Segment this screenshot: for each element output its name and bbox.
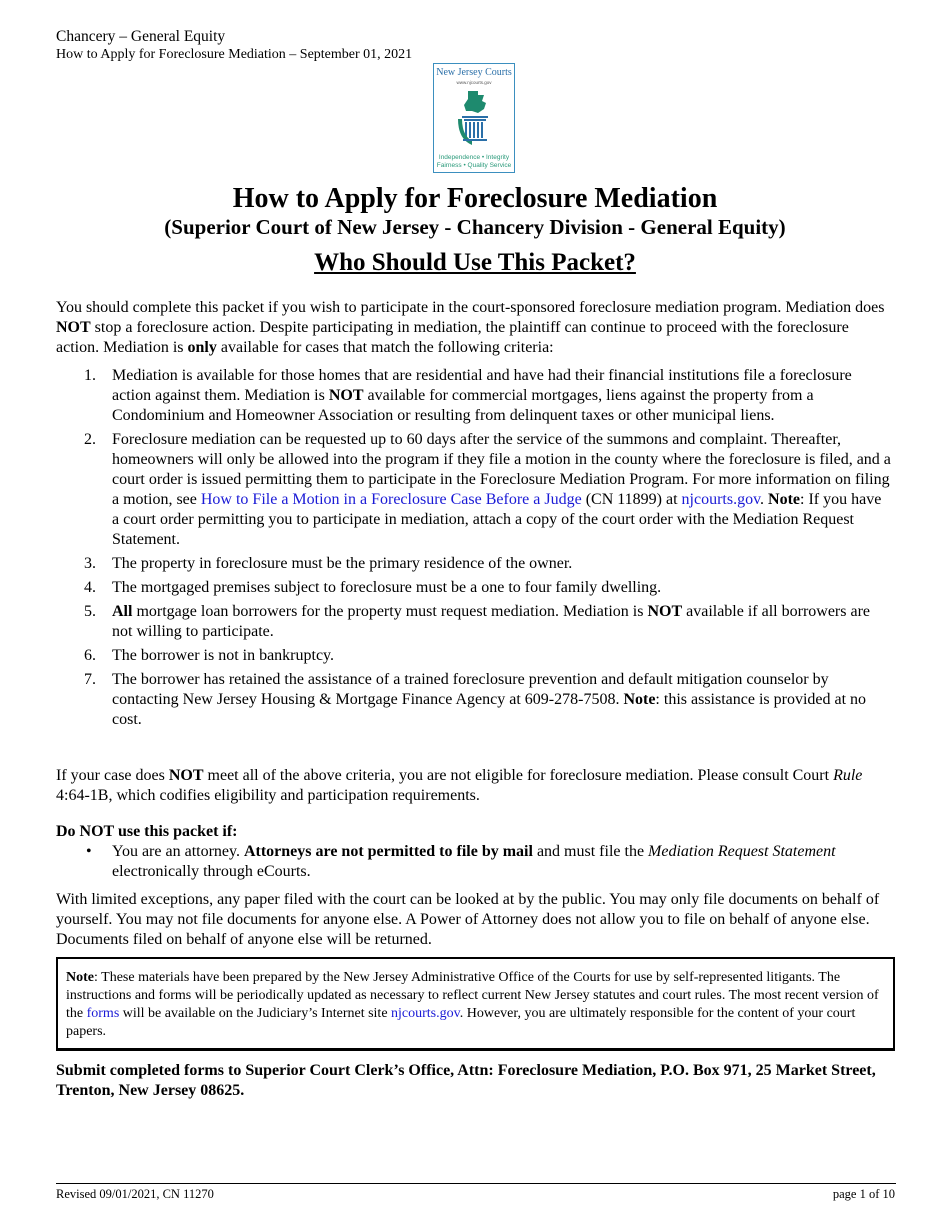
- page-title: How to Apply for Foreclosure Mediation: [232, 183, 718, 214]
- intro-bold-not: NOT: [56, 319, 91, 336]
- nj-state-column-icon: [454, 89, 496, 151]
- do-not-text: You are an attorney.: [112, 843, 244, 860]
- note-box: [56, 957, 895, 1051]
- page-subtitle: (Superior Court of New Jersey - Chancery Division - General Equity): [164, 215, 786, 239]
- note-box-label: Note: [66, 970, 94, 985]
- criteria-item-7: [56, 670, 892, 730]
- do-not-bold: Attorneys are not permitted to file by mail: [243, 843, 533, 860]
- note-box-text: . However, you are ultimately responsible for the content of your court papers.: [66, 1006, 856, 1039]
- do-not-text: and must file the: [532, 843, 649, 860]
- criteria-text: The borrower is not in bankruptcy.: [112, 647, 335, 664]
- do-not-section: [56, 822, 892, 882]
- logo-motto-line2: Fairness • Quality Service: [436, 162, 512, 169]
- list-number: 5.: [84, 603, 96, 620]
- logo-motto-line1: Independence • Integrity: [438, 154, 510, 161]
- list-number: 6.: [84, 647, 96, 664]
- footer-divider: [56, 1183, 896, 1184]
- section-heading: Who Should Use This Packet?: [314, 249, 636, 276]
- ineligible-text: If your case does: [56, 767, 169, 784]
- criteria-item-3: [56, 554, 892, 574]
- intro-bold-only: only: [187, 339, 217, 356]
- criteria-text: .: [760, 491, 769, 508]
- do-not-bullet-item: [56, 842, 892, 882]
- note-box-text: will be available on the Judiciary’s Internet site: [119, 1006, 392, 1021]
- do-not-text: electronically through eCourts.: [112, 863, 311, 880]
- note-box-text: : These materials have been prepared by the New Jersey Administrative Office of the Courts for use by self-represented litigants. The instructions and forms will be periodically updated as necessary to reflect current New Jersey statutes and court rules. The most recent version of the: [66, 970, 879, 1021]
- njcourts-link[interactable]: njcourts.gov: [681, 491, 761, 508]
- criteria-text: The property in foreclosure must be the primary residence of the owner.: [112, 555, 573, 572]
- do-not-heading: Do NOT use this packet if:: [56, 823, 238, 840]
- ineligible-paragraph: [56, 766, 892, 806]
- intro-text-3: available for cases that match the following criteria:: [216, 339, 554, 356]
- criteria-text: : this assistance is provided at no cost.: [112, 691, 867, 728]
- criteria-list: [56, 366, 892, 734]
- submit-instructions: Submit completed forms to Superior Court Clerk’s Office, Attn: Foreclosure Mediation, P.O. Box 971, 25 Market Street, Trenton, New Jersey 08625.: [56, 1062, 876, 1099]
- public-notice-text: With limited exceptions, any paper filed with the court can be looked at by the public. You may only file documents on behalf of yourself. You may not file documents for anyone else. A Power of Attorney does not allow you to file on behalf of anyone else. Documents filed on behalf of anyone else will be returned.: [56, 891, 880, 948]
- public-notice-paragraph: [56, 890, 892, 950]
- criteria-item-4: [56, 578, 892, 598]
- nj-courts-logo: [433, 63, 515, 173]
- ineligible-text: meet all of the above criteria, you are not eligible for foreclosure mediation. Please consult Court: [203, 767, 834, 784]
- criteria-text: The borrower has retained the assistance of a trained foreclosure prevention and default mitigation counselor by contacting New Jersey Housing & Mortgage Finance Agency at 609-278-7508.: [112, 671, 829, 708]
- list-number: 2.: [84, 431, 96, 448]
- logo-title: New Jersey Courts: [436, 67, 512, 78]
- criteria-bold: All: [112, 603, 133, 620]
- list-number: 1.: [84, 367, 96, 384]
- criteria-bold: NOT: [647, 603, 683, 620]
- criteria-item-5: [56, 602, 892, 642]
- list-number: 3.: [84, 555, 96, 572]
- criteria-text: (CN 11899) at: [581, 491, 682, 508]
- njcourts-link[interactable]: njcourts.gov: [391, 1006, 460, 1021]
- logo-motto: [434, 154, 514, 170]
- criteria-text: mortgage loan borrowers for the property must request mediation. Mediation is: [132, 603, 648, 620]
- footer-revision: Revised 09/01/2021, CN 11270: [56, 1187, 214, 1201]
- list-number: 7.: [84, 671, 96, 688]
- criteria-item-6: [56, 646, 892, 666]
- header-doc-title: How to Apply for Foreclosure Mediation – September 01, 2021: [56, 47, 413, 62]
- criteria-text: The mortgaged premises subject to foreclosure must be a one to four family dwelling.: [112, 579, 662, 596]
- running-header: [56, 28, 412, 63]
- note-label: Note: [623, 691, 656, 708]
- criteria-text: available if all borrowers are not willing to participate.: [112, 603, 871, 640]
- ineligible-bold: NOT: [168, 767, 204, 784]
- criteria-text: : If you have a court order permitting you to participate in mediation, attach a copy of the court order with the Mediation Request Statement.: [112, 491, 882, 548]
- forms-link[interactable]: forms: [86, 1006, 120, 1021]
- criteria-bold: NOT: [328, 387, 364, 404]
- criteria-item-2: [56, 430, 892, 550]
- criteria-item-1: [56, 366, 892, 426]
- criteria-text: Foreclosure mediation can be requested up to 60 days after the service of the summons and complaint. Thereafter, homeowners will only be allowed into the program if they file a motion in the county where the foreclosure is filed, and a court order is issued permitting them to participate in the Foreclosure Mediation Program. For more information on filing a motion, see: [112, 431, 891, 508]
- intro-text-2: stop a foreclosure action. Despite participating in mediation, the plaintiff can continue to proceed with the foreclosure action. Mediation is: [56, 319, 849, 356]
- bullet-icon: •: [86, 843, 92, 860]
- logo-url: www.njcourts.gov: [456, 80, 492, 85]
- footer-page-number: page 1 of 10: [832, 1187, 895, 1201]
- criteria-text: Mediation is available for those homes that are residential and have had their financial institutions file a foreclosure action against them. Mediation is: [112, 367, 852, 404]
- list-number: 4.: [84, 579, 96, 596]
- ineligible-italic: Rule: [833, 767, 863, 784]
- criteria-text: available for commercial mortgages, liens against the property from a Condominium and Homeowner Association or resulting from delinquent taxes or other municipal liens.: [112, 387, 814, 424]
- intro-text-1: You should complete this packet if you wish to participate in the court-sponsored foreclosure mediation program. Mediation does: [56, 299, 885, 316]
- do-not-italic: Mediation Request Statement: [648, 843, 836, 860]
- ineligible-text: 4:64-1B, which codifies eligibility and participation requirements.: [56, 787, 480, 804]
- note-label: Note: [768, 491, 801, 508]
- intro-paragraph: [56, 298, 892, 358]
- header-division: Chancery – General Equity: [56, 28, 226, 45]
- motion-guide-link[interactable]: How to File a Motion in a Foreclosure Case Before a Judge: [200, 491, 582, 508]
